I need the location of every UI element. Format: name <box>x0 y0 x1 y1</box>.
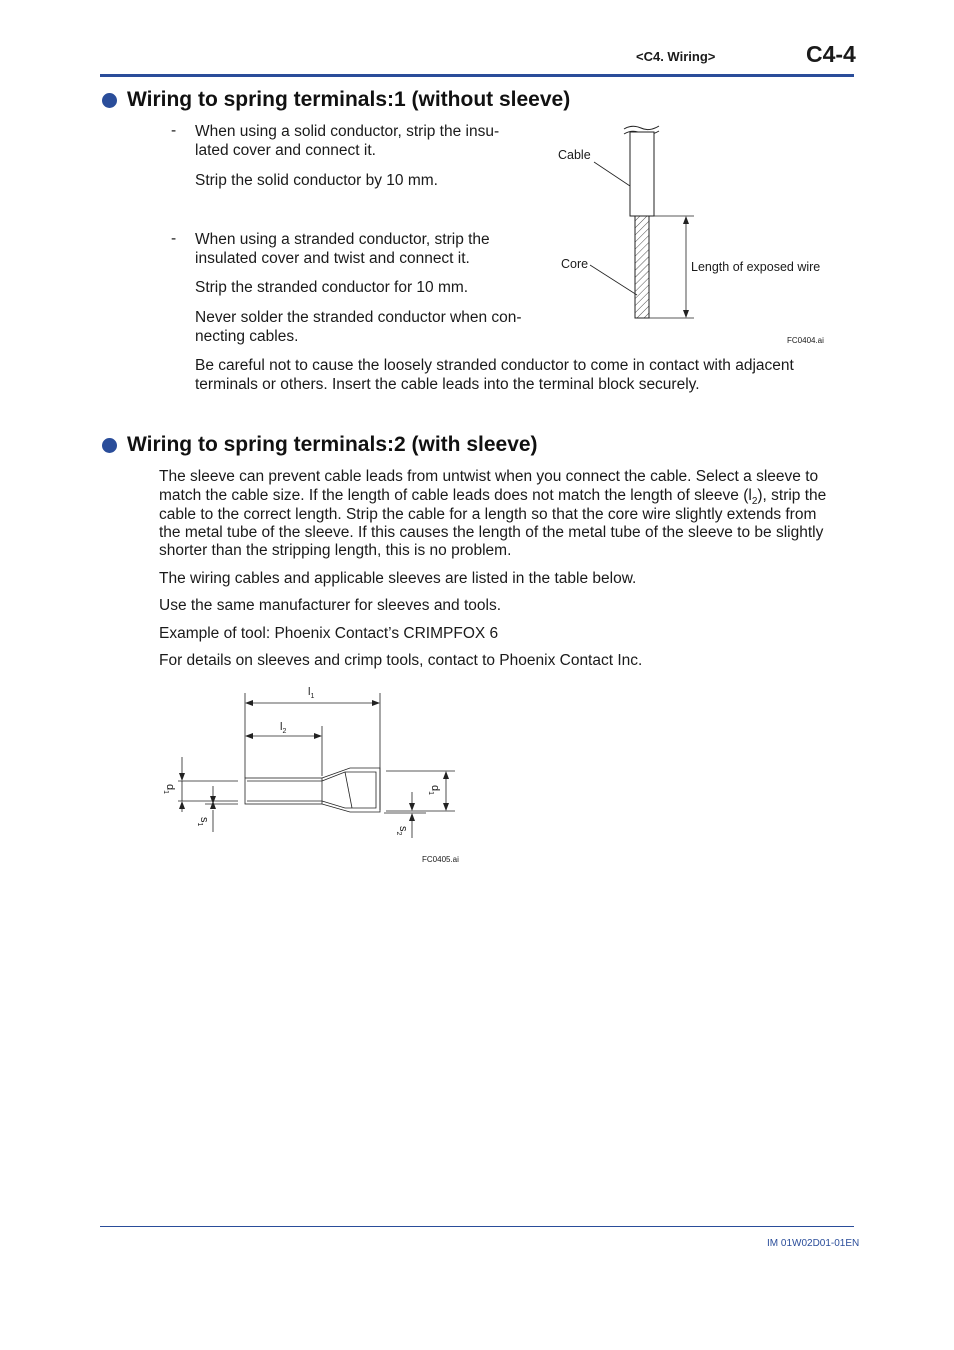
section2-para1-line4: the metal tube of the sleeve. If this causes the length of the metal tube of the sleeve to be slightly <box>159 524 824 541</box>
d1-label: $d_1$ <box>161 784 176 795</box>
section1-caution-line2: terminals or others. Insert the cable leads into the terminal block securely. <box>195 376 700 393</box>
section1-item1-line2: lated cover and connect it. <box>195 142 376 159</box>
section2-para1-line1: The sleeve can prevent cable leads from untwist when you connect the cable. Select a sleeve to <box>159 468 819 485</box>
section1-item2-warning-line2: necting cables. <box>195 328 299 345</box>
section2-para1-line3: cable to the correct length. Strip the cable for a length so that the core wire slightly extends from <box>159 506 817 523</box>
section2-para1-line5: shorter than the stripping length, this is no problem. <box>159 542 512 559</box>
l1-label: $l_1$ <box>308 686 315 701</box>
footer-rule <box>100 1226 854 1227</box>
section2-para3: Use the same manufacturer for sleeves and tools. <box>159 597 502 614</box>
figure-id: FC0405.ai <box>422 855 459 864</box>
core-label: Core <box>561 257 589 271</box>
section1-title: Wiring to spring terminals:1 (without sleeve) <box>127 88 571 111</box>
sleeve-collar <box>322 768 380 812</box>
section2-para2: The wiring cables and applicable sleeves are listed in the table below. <box>159 570 637 587</box>
section1-caution-line1: Be careful not to cause the loosely stranded conductor to come in contact with adjacent <box>195 357 794 374</box>
d1-right-label: $d_1$ <box>426 785 441 796</box>
section1-item2-note: Strip the stranded conductor for 10 mm. <box>195 279 469 296</box>
section2-para1-line2: match the cable size. If the length of cable leads does not match the length of sleeve $(l_2)$, strip the <box>159 487 827 508</box>
section1-item1-note: Strip the solid conductor by 10 mm. <box>195 172 438 189</box>
document-id: IM 01W02D01-01EN <box>767 1238 860 1249</box>
length-label: Length of exposed wire <box>691 260 821 274</box>
list-dash: - <box>171 122 177 139</box>
section1-item2-warning-line1: Never solder the stranded conductor when con- <box>195 309 522 326</box>
figure-id: FC0404.ai <box>787 336 824 345</box>
section1-item2-line2: insulated cover and twist and connect it. <box>195 250 470 267</box>
s1-label: $s_1$ <box>195 817 210 827</box>
cable-label: Cable <box>558 148 591 162</box>
section2-title: Wiring to spring terminals:2 (with sleeve) <box>127 433 538 456</box>
section2-para4: Example of tool: Phoenix Contact’s CRIMPFOX 6 <box>159 625 499 642</box>
s2-label: $s_2$ <box>394 826 409 836</box>
page-number: C4-4 <box>806 41 856 67</box>
list-dash: - <box>171 230 177 247</box>
section-header: <C4. Wiring> <box>636 49 716 64</box>
section1-item2-line1: When using a stranded conductor, strip the <box>195 231 490 248</box>
section1-item1-line1: When using a solid conductor, strip the insu- <box>195 123 500 140</box>
sleeve-tube <box>245 778 322 804</box>
l2-label: $l_2$ <box>280 721 287 736</box>
section2-para5: For details on sleeves and crimp tools, contact to Phoenix Contact Inc. <box>159 652 643 669</box>
